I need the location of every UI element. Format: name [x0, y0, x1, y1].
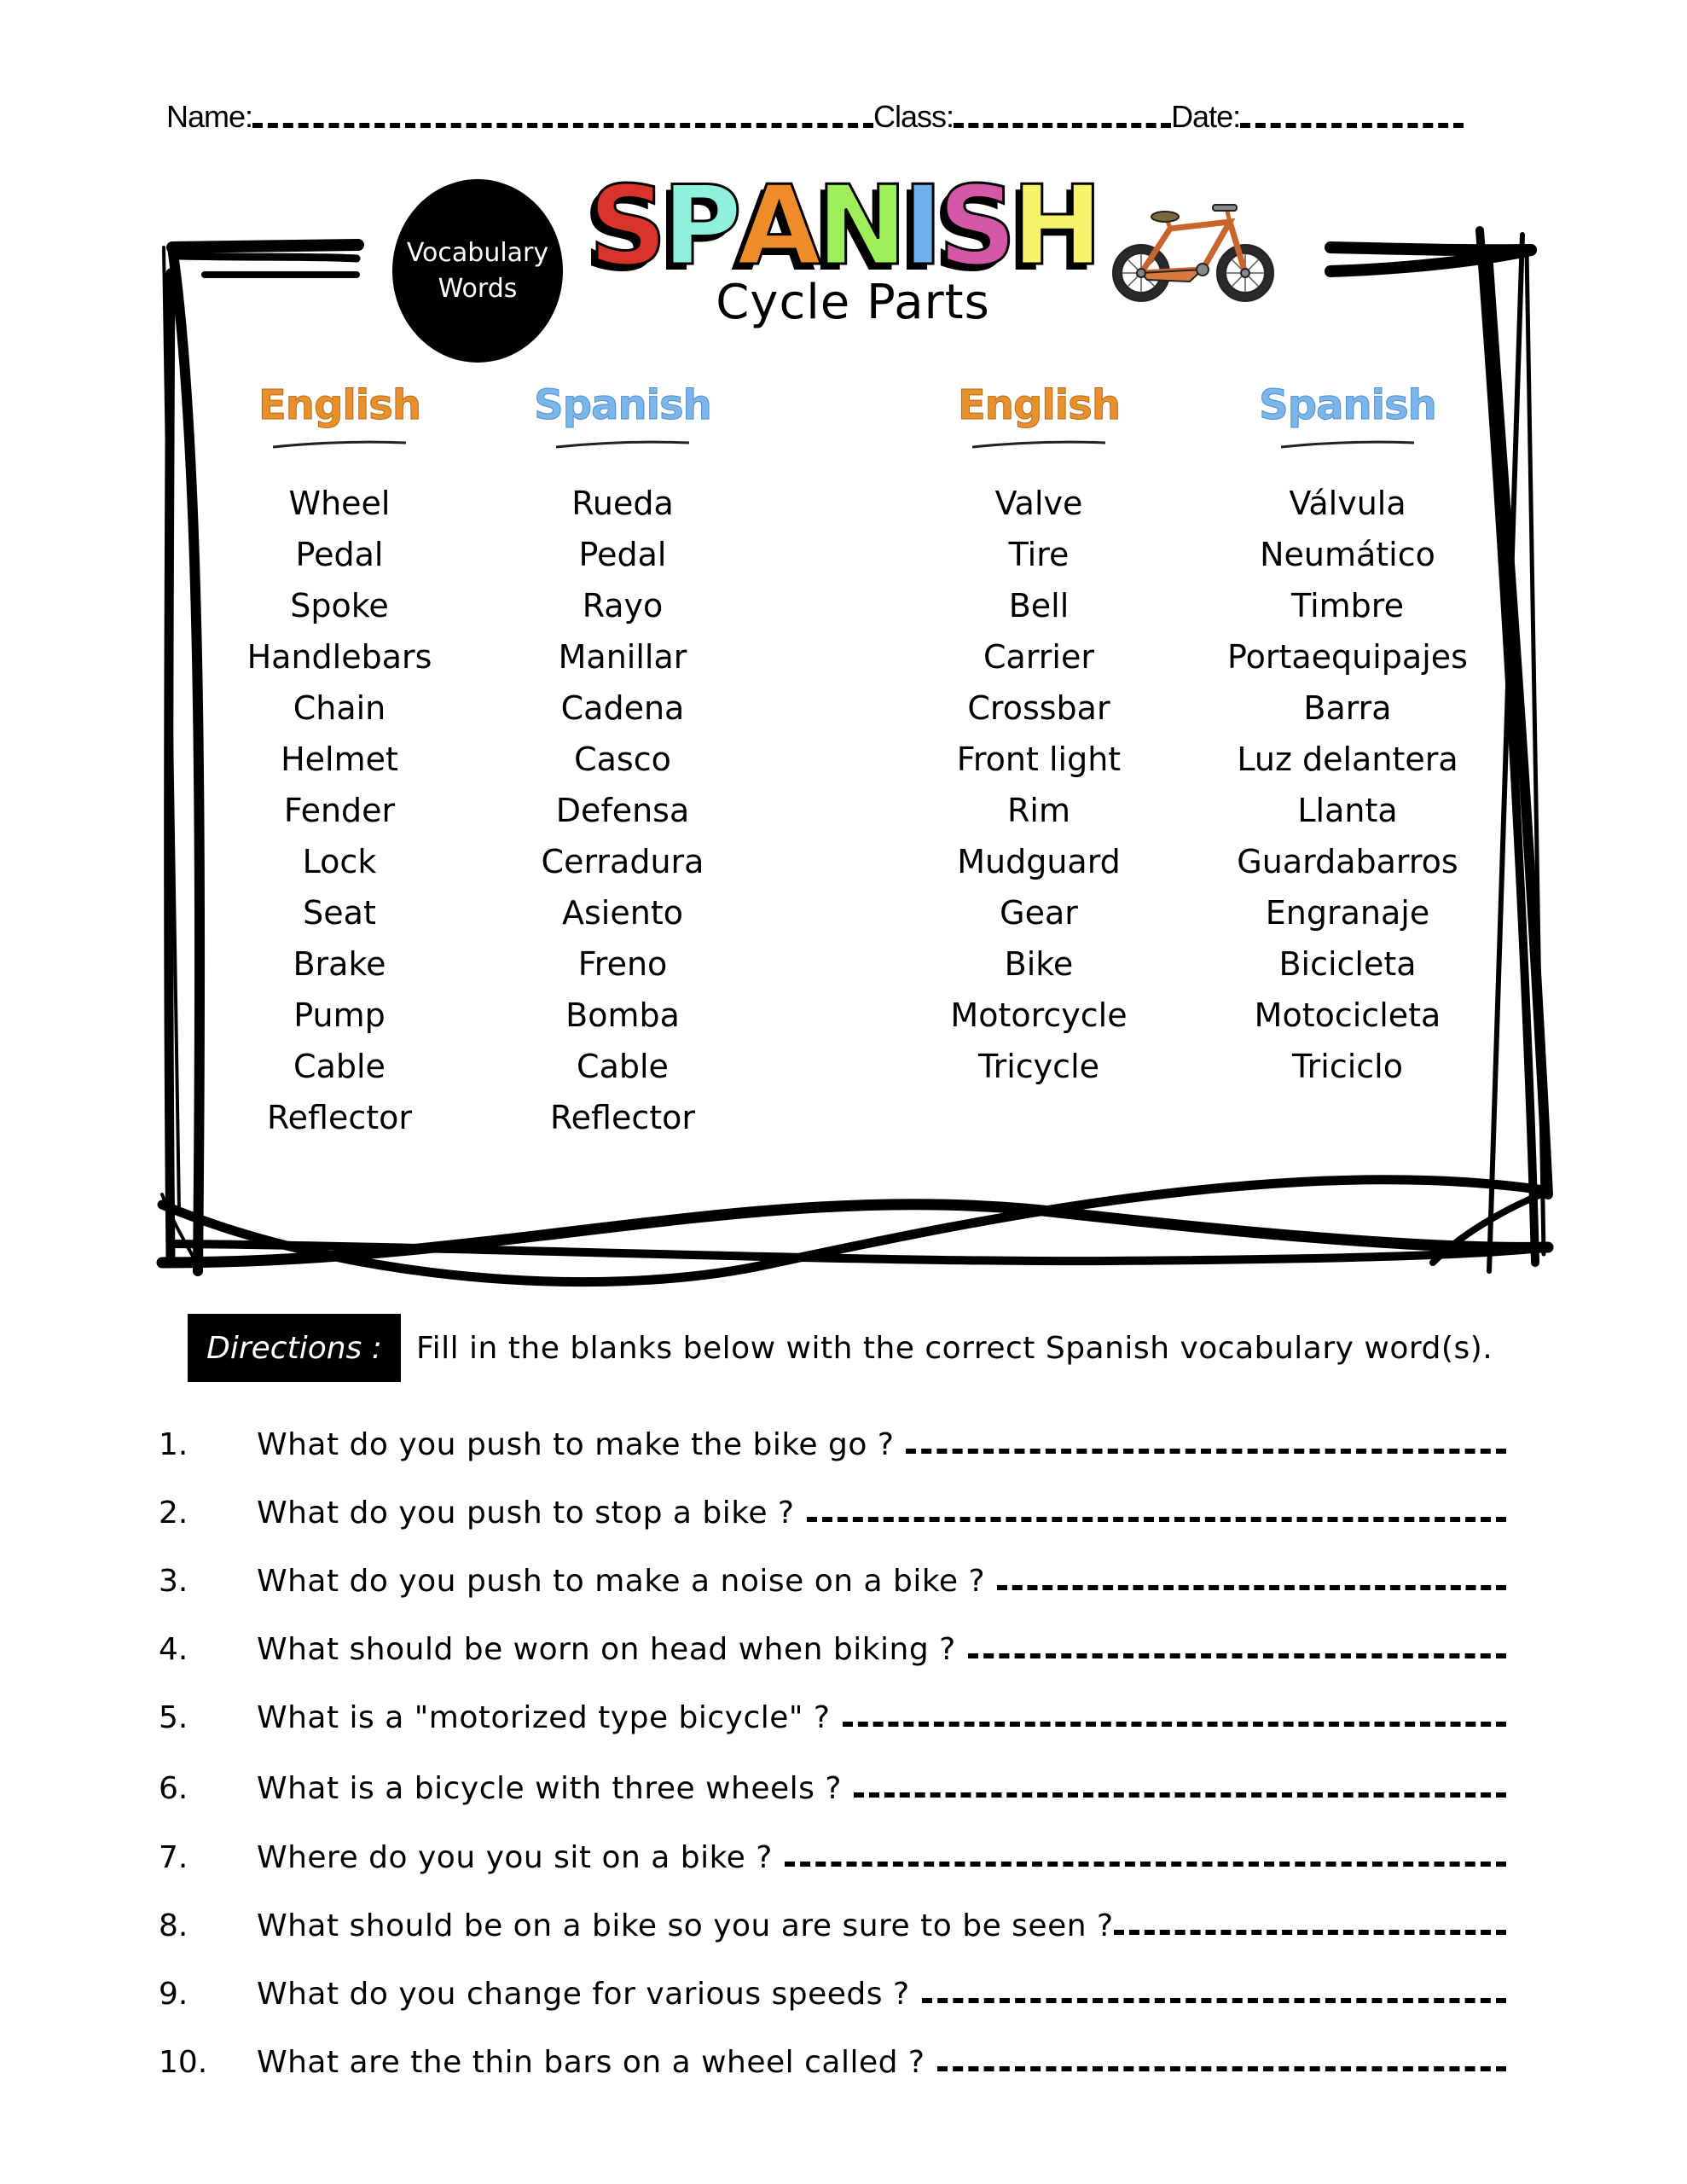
answer-blank[interactable] — [1114, 1930, 1506, 1935]
question-number: 3. — [159, 1564, 188, 1599]
list-item: Pump — [293, 996, 386, 1034]
header-underline — [554, 439, 691, 450]
spanish-header: Spanish — [1259, 381, 1436, 429]
list-item: Tricycle — [977, 1048, 1100, 1085]
list-item: Manillar — [558, 638, 687, 676]
list-item: Válvula — [1289, 485, 1406, 522]
list-item: Motocicleta — [1254, 996, 1441, 1034]
question-number: 4. — [159, 1632, 188, 1667]
directions-text: Fill in the blanks below with the correct Spanish vocabulary word(s). — [416, 1331, 1493, 1366]
question-text: What do you change for various speeds ? — [257, 1977, 910, 2012]
question-row — [159, 1755, 1506, 1806]
list-item: Asiento — [562, 894, 683, 932]
question-text: What do you push to stop a bike ? — [257, 1496, 795, 1531]
question-row — [159, 1824, 1506, 1875]
question-row — [159, 2029, 1506, 2080]
title-letter: A — [737, 163, 817, 290]
list-item: Freno — [577, 945, 668, 983]
list-item: Bomba — [565, 996, 680, 1034]
list-item: Reflector — [549, 1099, 696, 1136]
list-item: Casco — [574, 741, 671, 778]
header-underline — [1279, 439, 1416, 450]
list-item: Bell — [1008, 587, 1070, 624]
list-item: Pedal — [578, 536, 667, 573]
spanish-word-list — [482, 478, 763, 1143]
english-word-list — [199, 478, 480, 1143]
list-item: Seat — [303, 894, 376, 932]
answer-blank[interactable] — [843, 1722, 1506, 1727]
spanish-word-list — [1207, 478, 1488, 1092]
list-item: Reflector — [266, 1099, 413, 1136]
question-number: 7. — [159, 1840, 188, 1875]
english-column-right — [898, 375, 1180, 1092]
list-item: Front light — [956, 741, 1122, 778]
list-item: Guardabarros — [1237, 843, 1458, 880]
list-item: Llanta — [1297, 792, 1398, 829]
list-item: Cerradura — [541, 843, 704, 880]
class-label: Class: — [873, 99, 954, 134]
list-item: Gear — [1000, 894, 1078, 932]
answer-blank[interactable] — [922, 1998, 1506, 2003]
date-label: Date: — [1171, 99, 1241, 134]
title-letter: S — [588, 163, 663, 290]
question-text: What should be on a bike so you are sure to be seen ? — [257, 1908, 1114, 1943]
list-item: Triciclo — [1292, 1048, 1403, 1085]
title-spanish — [588, 162, 1099, 290]
list-item: Bike — [1004, 945, 1074, 983]
english-header: English — [258, 381, 420, 429]
list-item: Tire — [1008, 536, 1070, 573]
header-underline — [271, 439, 408, 450]
list-item: Crossbar — [967, 689, 1110, 727]
answer-blank[interactable] — [937, 2066, 1506, 2071]
answer-blank[interactable] — [968, 1653, 1506, 1658]
list-item: Rueda — [571, 485, 674, 522]
list-item: Cadena — [560, 689, 685, 727]
question-number: 8. — [159, 1908, 188, 1943]
list-item: Portaequipajes — [1227, 638, 1468, 676]
list-item: Bicicleta — [1278, 945, 1417, 983]
title-letter: I — [902, 163, 938, 290]
bicycle-icon — [1109, 203, 1279, 305]
spanish-header: Spanish — [534, 381, 711, 429]
list-item: Handlebars — [246, 638, 432, 676]
english-header: English — [958, 381, 1120, 429]
question-row — [159, 1960, 1506, 2012]
spanish-column-right — [1207, 375, 1488, 1092]
title-letter: P — [662, 163, 737, 290]
list-item: Timbre — [1291, 587, 1404, 624]
question-text: What do you push to make the bike go ? — [257, 1427, 895, 1462]
question-text: What is a bicycle with three wheels ? — [257, 1771, 842, 1806]
title-letter: H — [1012, 163, 1099, 290]
list-item: Helmet — [281, 741, 398, 778]
question-number: 10. — [159, 2045, 208, 2080]
question-number: 1. — [159, 1427, 188, 1462]
list-item: Lock — [302, 843, 377, 880]
spanish-column-left — [482, 375, 763, 1143]
question-number: 9. — [159, 1977, 188, 2012]
subtitle: Cycle Parts — [716, 275, 990, 330]
list-item: Pedal — [295, 536, 384, 573]
question-number: 2. — [159, 1496, 188, 1531]
list-item: Rim — [1007, 792, 1070, 829]
vocabulary-words-badge — [392, 179, 563, 363]
question-text: Where do you you sit on a bike ? — [257, 1840, 773, 1875]
title-letter: S — [937, 163, 1012, 290]
list-item: Defensa — [555, 792, 690, 829]
question-row — [159, 1411, 1506, 1462]
question-row — [159, 1479, 1506, 1531]
list-item: Luz delantera — [1237, 741, 1458, 778]
question-row — [159, 1548, 1506, 1599]
question-text: What should be worn on head when biking ? — [257, 1632, 956, 1667]
question-number: 6. — [159, 1771, 188, 1806]
answer-blank[interactable] — [854, 1792, 1506, 1798]
question-row — [159, 1892, 1506, 1943]
directions-label: Directions : — [188, 1314, 401, 1382]
answer-blank[interactable] — [807, 1517, 1506, 1522]
list-item: Chain — [293, 689, 386, 727]
answer-blank[interactable] — [997, 1585, 1506, 1590]
list-item: Fender — [283, 792, 396, 829]
title-letter: N — [816, 163, 903, 290]
list-item: Cable — [577, 1048, 669, 1085]
question-row — [159, 1616, 1506, 1667]
list-item: Spoke — [290, 587, 389, 624]
list-item: Brake — [293, 945, 386, 983]
question-number: 5. — [159, 1700, 188, 1735]
badge-line-2: Words — [438, 273, 518, 304]
name-label: Name: — [166, 99, 253, 134]
list-item: Cable — [293, 1048, 386, 1085]
list-item: Motorcycle — [950, 996, 1128, 1034]
list-item: Valve — [994, 485, 1083, 522]
answer-blank[interactable] — [785, 1862, 1506, 1867]
header-underline — [971, 439, 1107, 450]
list-item: Engranaje — [1265, 894, 1430, 932]
question-row — [159, 1684, 1506, 1735]
list-item: Wheel — [288, 485, 391, 522]
question-text: What do you push to make a noise on a bike ? — [257, 1564, 986, 1599]
answer-blank[interactable] — [906, 1449, 1506, 1454]
english-word-list — [898, 478, 1180, 1092]
list-item: Carrier — [983, 638, 1094, 676]
question-text: What are the thin bars on a wheel called ? — [257, 2045, 925, 2080]
list-item: Neumático — [1260, 536, 1435, 573]
list-item: Mudguard — [957, 843, 1121, 880]
badge-line-1: Vocabulary — [406, 237, 549, 268]
list-item: Rayo — [582, 587, 664, 624]
english-column-left — [199, 375, 480, 1143]
list-item: Barra — [1303, 689, 1392, 727]
question-text: What is a "motorized type bicycle" ? — [257, 1700, 831, 1735]
